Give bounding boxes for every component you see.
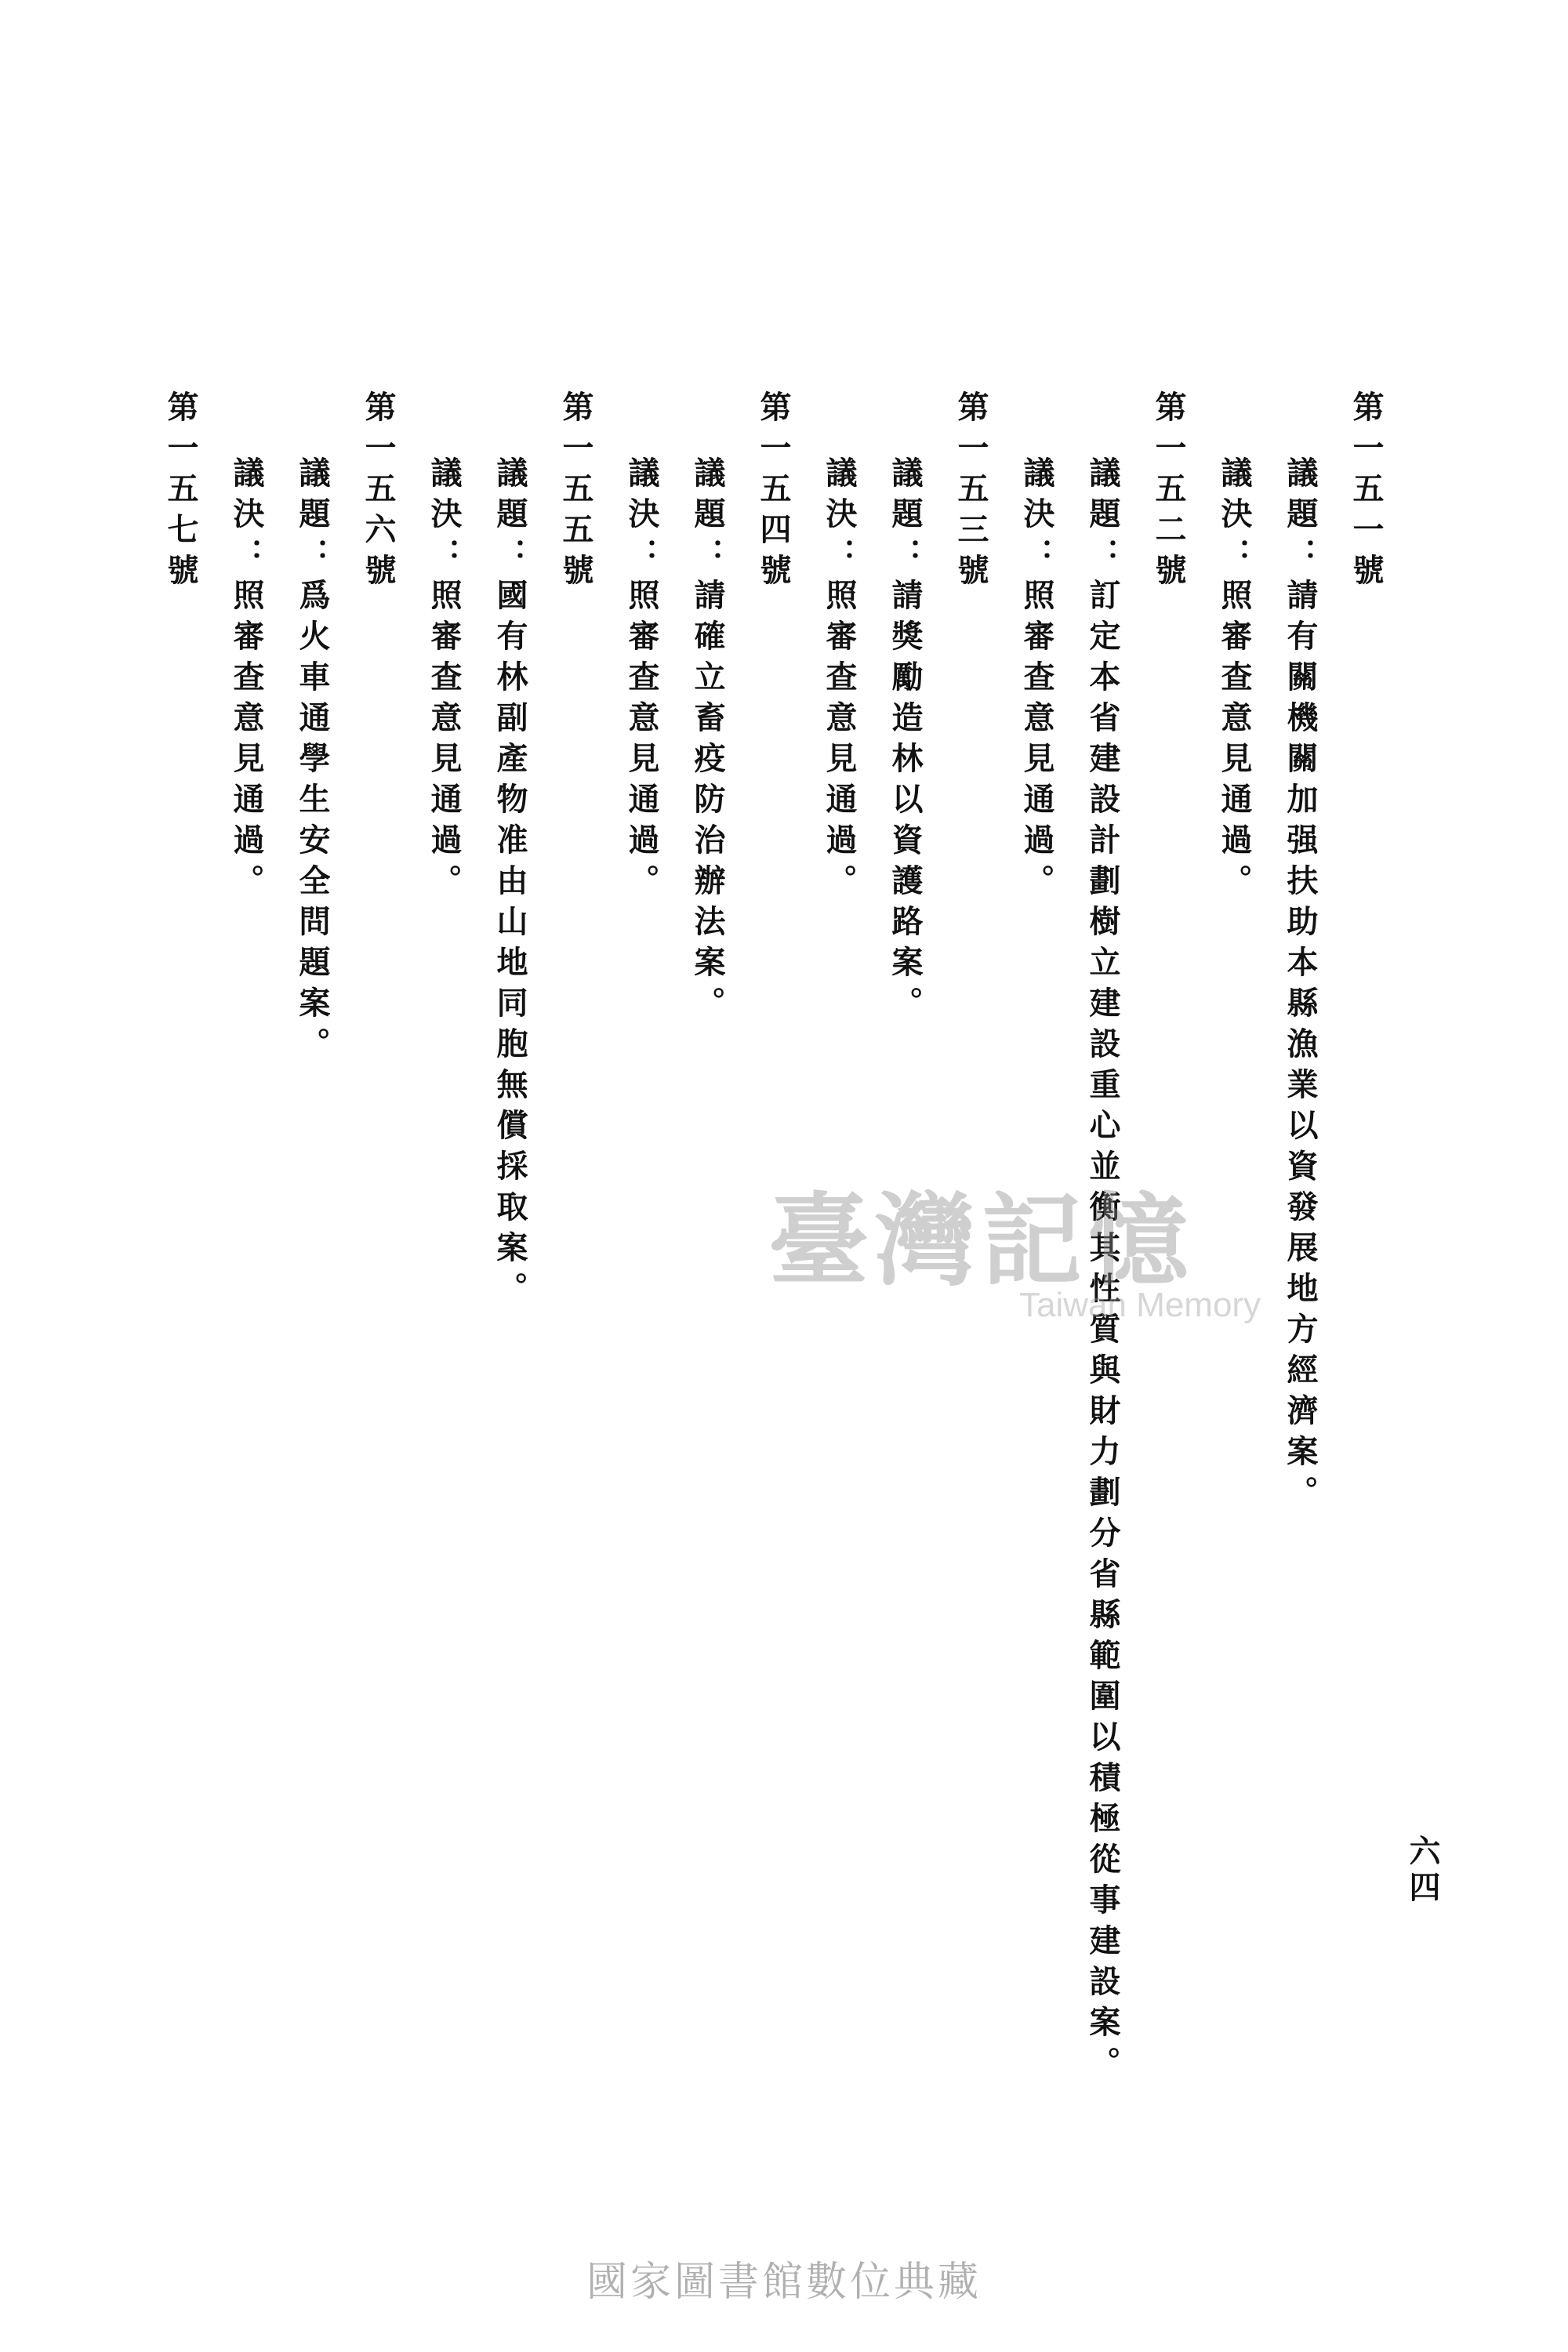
- entry-topic-155: 議題：國有林副產物准由山地同胞無償採取案。: [492, 456, 528, 1312]
- entry-number-155: 第一五五號: [557, 390, 594, 594]
- entry-resolution-156: 議決：照審查意見通過。: [228, 456, 265, 905]
- entry-number-156: 第一五六號: [360, 390, 397, 594]
- footer-archive-label: 國家圖書館數位典藏: [586, 2259, 982, 2306]
- entry-number-154: 第一五四號: [755, 390, 792, 594]
- entry-topic-152: 議題：訂定本省建設計劃樹立建設重心並衡其性質與財力劃分省縣範圍以積極從事建設案。: [1084, 456, 1121, 2087]
- page-number: 六四: [1404, 1835, 1441, 1907]
- entry-topic-153: 議題：請獎勵造林以資護路案。: [887, 456, 924, 1027]
- entry-number-152: 第一五二號: [1150, 390, 1187, 594]
- entry-number-151: 第一五一號: [1348, 390, 1385, 594]
- watermark-subtitle: Taiwan Memory: [1019, 1286, 1261, 1324]
- entry-resolution-151: 議決：照審查意見通過。: [1216, 456, 1253, 905]
- entry-topic-151: 議題：請有關機關加强扶助本縣漁業以資發展地方經濟案。: [1282, 456, 1319, 1516]
- watermark-logo-text: 臺灣記憶: [768, 1182, 1196, 1300]
- entry-resolution-155: 議決：照審查意見通過。: [426, 456, 463, 905]
- entry-resolution-152: 議決：照審查意見通過。: [1018, 456, 1055, 905]
- watermark-logo: [768, 1160, 1270, 1348]
- entry-number-153: 第一五三號: [953, 390, 989, 594]
- entry-resolution-154: 議決：照審查意見通過。: [623, 456, 660, 905]
- entry-topic-156: 議題：爲火車通學生安全問題案。: [294, 456, 331, 1068]
- entry-topic-154: 議題：請確立畜疫防治辦法案。: [689, 456, 726, 1027]
- entry-number-157: 第一五七號: [162, 390, 199, 594]
- entry-resolution-153: 議決：照審查意見通過。: [821, 456, 858, 905]
